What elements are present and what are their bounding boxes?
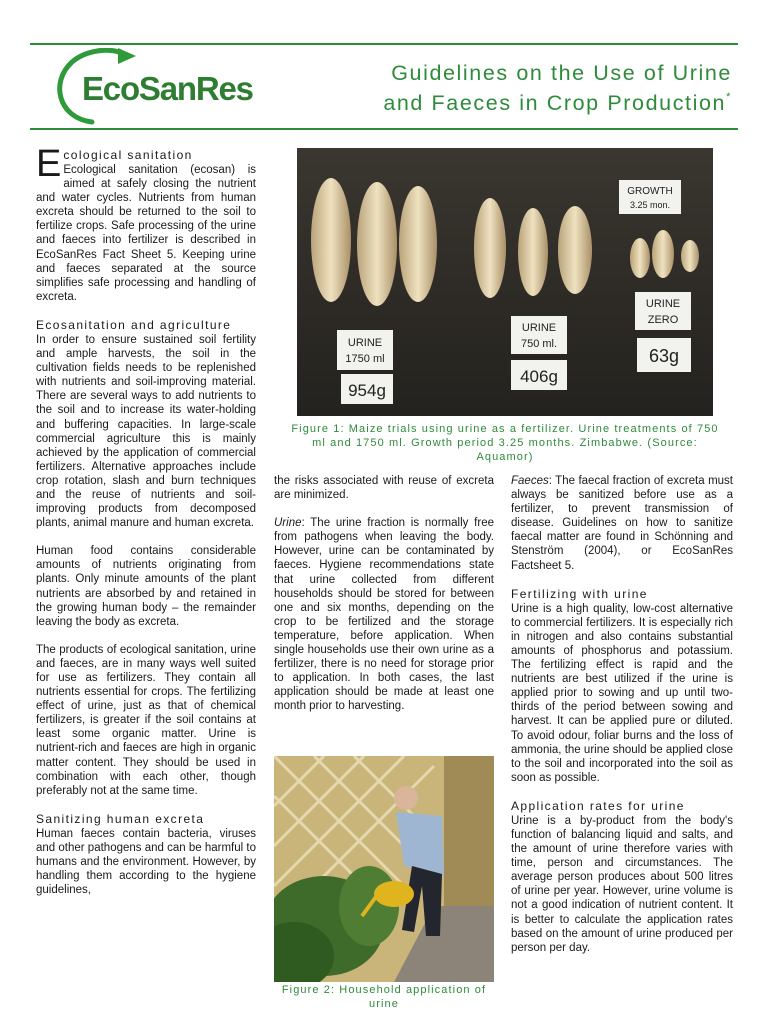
page-title — [282, 58, 732, 118]
sign-c-weight: 63g — [648, 346, 680, 366]
paragraph-risks: the risks associated with reuse of excreta are minimized. — [274, 475, 494, 502]
heading-sanitizing-excreta: Sanitizing human excreta — [36, 811, 205, 826]
heading-ecological-sanitation: cological sanitation — [63, 148, 193, 162]
drop-cap: E — [36, 143, 62, 185]
sign-b-line-2: 750 ml. — [520, 338, 558, 350]
title-line-2: and Faeces in Crop Production — [383, 91, 727, 115]
maize-cob — [311, 178, 437, 306]
paragraph-application-rates: Urine is a by-product from the body's function of balancing liquid and salts, and the amount of urine therefore varies with time, person and circumstances. The average person produces about 500 litres of urine per year. However, urine volume is not a good indication of nutrient content. It is better to calculate the application rates based on the amount of urine produced per person per day. — [511, 814, 733, 954]
urine-lead: Urine — [274, 517, 302, 530]
figure-1-caption: Figure 1: Maize trials using urine as a fertilizer. Urine treatments of 750 ml and 1750 ml. Growth period 3.25 months. Zimbabwe. (Source: Aquamor) — [291, 423, 719, 463]
paragraph-products: The products of ecological sanitation, urine and faeces, are in many ways well suited for use as fertilizers. They contain all nutrients essential for crops. The fertilizing effect of urine, just as that of chemical fertilizers, is greater if the soil contains at least some organic matter. Urine is nutrient-rich and faeces are high in organic matter content. They should be used in combination with each other, though preferably not at the same time. — [36, 643, 256, 797]
heading-fertilizing-urine: Fertilizing with urine — [511, 586, 648, 601]
heading-ecosanitation-agriculture: Ecosanitation and agriculture — [36, 317, 232, 332]
paragraph-faeces — [511, 474, 733, 573]
paragraph-fertilizing-urine: Urine is a high quality, low-cost alternative to commercial fertilizers. It is especially rich in nitrogen and also contains substantial amounts of phosphorus and potassium. The fertilizing effect is rapid and the nutrients are best utilized if the urine is applied prior to sowing and up until two-thirds of the period between sowing and harvest. It can be applied pure or diluted. To avoid odour, foliar burns and the loss of ammonia, the urine should be applied close to the soil and incorporated into the soil as soon as possible. — [511, 602, 733, 784]
logo-text: EcoSanRes — [82, 70, 253, 107]
title-footnote-mark: * — [726, 91, 732, 103]
ecosanres-logo — [52, 48, 262, 126]
paragraph-human-food: Human food contains considerable amounts of nutrients originating from plants. Only minute amounts of the plant nutrients are absorbed by and retained in the growing human body – the remainder leaving the body as excreta. — [36, 545, 256, 628]
sign-a-line-2: 1750 ml — [345, 353, 385, 365]
sign-b-line-1: URINE — [521, 322, 557, 334]
paragraph-ecosan-intro: Ecological sanitation (ecosan) is aimed at safely closing the nutrient and water cycles. Nutrients from human excreta should be returned to the soil to fertilize crops. Safe processing of the urine and faeces into fertilizer is described in EcoSanRes Fact Sheet 5. Keeping urine and faeces separated at the source simplifies safe processing and handling of excreta. — [36, 164, 256, 303]
paragraph-human-faeces: Human faeces contain bacteria, viruses and other pathogens and can be harmful to humans and the environment. However, by handling them according to the hygiene guidelines, — [36, 827, 256, 897]
sign-b-weight: 406g — [520, 367, 558, 386]
paragraph-soil-fertility: In order to ensure sustained soil fertility and ample harvests, the soil in the cultivation fields needs to be replenished with nutrients and soil-improving material. There are several ways to add nutrients to the soil and to increase its water-holding and buffering capacities. In large-scale commercial agriculture this is mainly achieved by the application of commercial fertilizers. Alternative approaches include crop rotation, slash and burn techniques and the reuse of nutrients and soil-improving products from decomposed plants, animal manure and human excreta. — [36, 333, 256, 530]
maize-cob — [474, 198, 592, 298]
sign-growth-line-1: GROWTH — [627, 186, 673, 197]
sign-c-line-1: URINE — [645, 298, 681, 310]
title-line-1: Guidelines on the Use of Urine — [391, 61, 732, 85]
faeces-lead: Faeces — [511, 475, 549, 487]
figure-2-household-photo — [274, 756, 494, 982]
sign-growth-line-2: 3.25 mon. — [629, 200, 671, 210]
header-top-rule — [30, 43, 738, 45]
faeces-text: : The faecal fraction of excreta must always be sanitized before use as a fertilizer, to prevent transmission of disease. Guidelines on how to sanitize faecal matter are found in Schönning and Stenström (2004), or EcoSanRes Factsheet 5. — [511, 475, 733, 572]
header-bottom-rule — [30, 128, 738, 130]
sign-c-line-2: ZERO — [647, 314, 679, 326]
column-3 — [511, 474, 733, 969]
figure-1-maize-photo — [297, 148, 713, 416]
paragraph-urine-hygiene — [274, 516, 494, 713]
urine-hygiene-text: : The urine fraction is normally free from pathogens when leaving the body. However, urine can be contaminated by faeces. Hygiene recommendations state that urine collected from different households should be stored for between one and six months, depending on the crop to be fertilized and the storage temperature, before application. When single households use their own urine as a fertilizer, there is no need for storage prior to application. In both cases, the last application should be made at least one month prior to harvesting. — [274, 517, 494, 713]
heading-application-rates: Application rates for urine — [511, 798, 685, 813]
sign-a-line-1: URINE — [347, 337, 383, 349]
sign-a-weight: 954g — [348, 381, 386, 400]
column-1 — [36, 143, 256, 911]
column-2 — [274, 474, 494, 728]
figure-2-caption: Figure 2: Household application of urine — [281, 984, 487, 1010]
